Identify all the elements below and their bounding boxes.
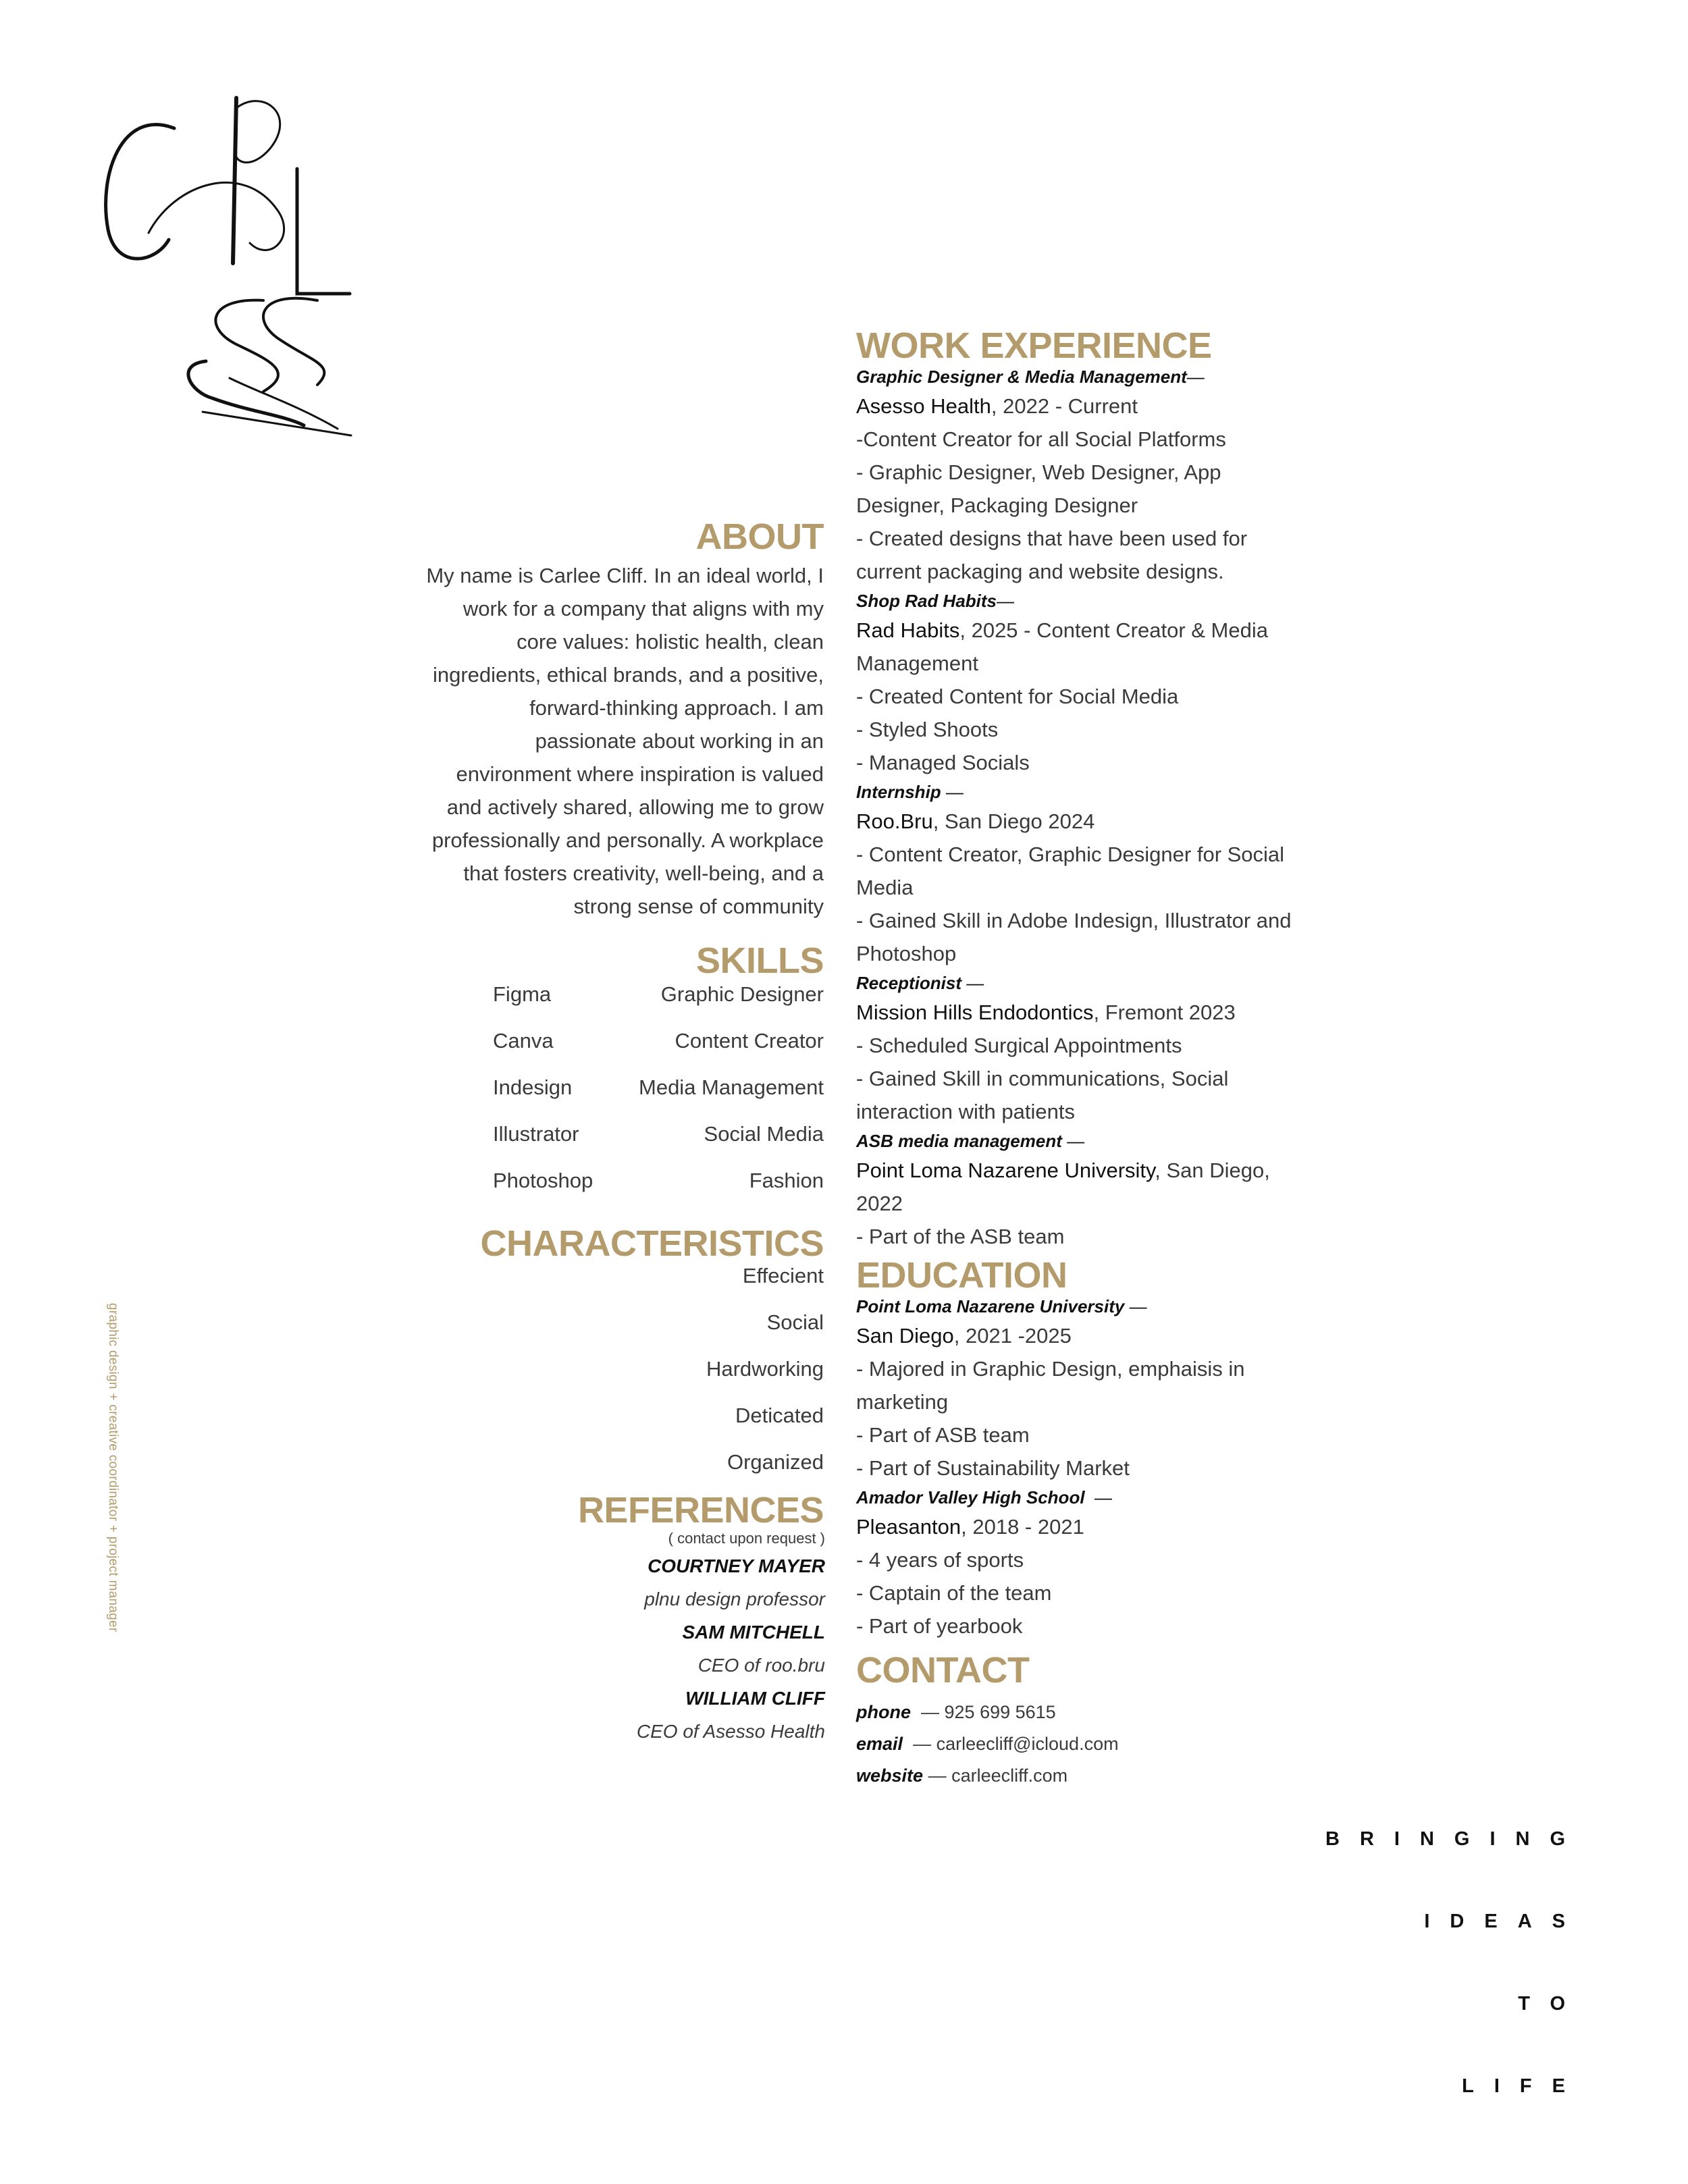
about-text: My name is Carlee Cliff. In an ideal world, I work for a company that aligns with my core values: holistic health, clean ingredients, ethical brands, and a positive, forward-thinking approach. I am passionate about working in an environment where inspiration is valued and actively shared, allowing me to grow professionally and personally. A workplace that fosters creativity, well-being, and a strong sense of community bbox=[426, 564, 824, 918]
monogram-logo bbox=[95, 95, 378, 446]
school-detail: - Part of Sustainability Market bbox=[856, 1456, 1130, 1480]
school-name: Amador Valley High School — bbox=[856, 1487, 1112, 1508]
about-heading: ABOUT bbox=[695, 516, 824, 557]
job-detail: - Created designs that have been used for current packaging and website designs. bbox=[856, 527, 1248, 583]
school-detail: - Captain of the team bbox=[856, 1581, 1052, 1605]
job-org-line: Point Loma Nazarene University, San Diego, 2022 bbox=[856, 1158, 1270, 1215]
tagline-word: BRINGING bbox=[1325, 1828, 1585, 1850]
job-org-line: Roo.Bru, San Diego 2024 bbox=[856, 809, 1095, 833]
reference-title: CEO of roo.bru bbox=[697, 1655, 825, 1676]
skill-role: Fashion bbox=[749, 1169, 824, 1192]
side-tagline: graphic design + creative coordinator + project manager bbox=[106, 1303, 120, 1632]
job-role: ASB media management — bbox=[856, 1131, 1085, 1151]
school-detail: - 4 years of sports bbox=[856, 1548, 1024, 1572]
job-role: Internship — bbox=[856, 782, 964, 802]
job-detail: - Gained Skill in communications, Social interaction with patients bbox=[856, 1067, 1229, 1123]
school-location-line: Pleasanton, 2018 - 2021 bbox=[856, 1515, 1084, 1539]
school-name: Point Loma Nazarene University — bbox=[856, 1296, 1147, 1316]
skill-tool: Photoshop bbox=[493, 1169, 594, 1192]
school-detail: - Part of yearbook bbox=[856, 1614, 1023, 1638]
job-detail: - Scheduled Surgical Appointments bbox=[856, 1034, 1182, 1057]
characteristic-item: Deticated bbox=[735, 1404, 824, 1427]
skill-tool: Figma bbox=[493, 982, 552, 1006]
work-experience-heading: WORK EXPERIENCE bbox=[856, 325, 1212, 366]
school-detail: - Majored in Graphic Design, emphaisis in marketing bbox=[856, 1357, 1245, 1414]
job-detail: - Managed Socials bbox=[856, 751, 1030, 774]
tagline-word: TO bbox=[1518, 1993, 1585, 2015]
job-detail: - Graphic Designer, Web Designer, App Designer, Packaging Designer bbox=[856, 460, 1221, 517]
characteristics-heading: CHARACTERISTICS bbox=[480, 1223, 824, 1264]
job-role: Graphic Designer & Media Management— bbox=[856, 367, 1205, 387]
reference-title: plnu design professor bbox=[644, 1589, 825, 1609]
contact-phone[interactable]: phone — 925 699 5615 bbox=[856, 1702, 1056, 1722]
skills-heading: SKILLS bbox=[695, 940, 824, 981]
job-org-line: Mission Hills Endodontics, Fremont 2023 bbox=[856, 1001, 1236, 1024]
tagline-word: IDEAS bbox=[1424, 1911, 1585, 1932]
reference-name: COURTNEY MAYER bbox=[648, 1555, 825, 1576]
job-detail: -Content Creator for all Social Platforms bbox=[856, 427, 1226, 451]
skill-role: Graphic Designer bbox=[660, 982, 824, 1006]
tagline-word: LIFE bbox=[1462, 2075, 1585, 2097]
education-heading: EDUCATION bbox=[856, 1255, 1067, 1296]
school-detail: - Part of ASB team bbox=[856, 1423, 1030, 1447]
references-heading: REFERENCES bbox=[577, 1490, 824, 1530]
skill-tool: Canva bbox=[493, 1029, 554, 1053]
reference-title: CEO of Asesso Health bbox=[636, 1721, 825, 1742]
characteristic-item: Hardworking bbox=[706, 1357, 824, 1381]
job-role: Receptionist — bbox=[856, 973, 984, 993]
skill-role: Content Creator bbox=[675, 1029, 824, 1053]
school-location-line: San Diego, 2021 -2025 bbox=[856, 1324, 1072, 1348]
job-role: Shop Rad Habits— bbox=[856, 591, 1015, 611]
contact-heading: CONTACT bbox=[856, 1650, 1030, 1690]
reference-name: SAM MITCHELL bbox=[682, 1622, 825, 1643]
skill-role: Social Media bbox=[704, 1122, 824, 1146]
contact-email[interactable]: email — carleecliff@icloud.com bbox=[856, 1734, 1119, 1754]
right-column bbox=[856, 327, 1302, 1792]
job-org-line: Asesso Health, 2022 - Current bbox=[856, 394, 1138, 418]
job-detail: - Content Creator, Graphic Designer for Social Media bbox=[856, 843, 1285, 899]
job-detail: - Styled Shoots bbox=[856, 718, 999, 741]
job-detail: - Created Content for Social Media bbox=[856, 685, 1179, 708]
skill-tool: Indesign bbox=[493, 1075, 573, 1099]
references-note: ( contact upon request ) bbox=[668, 1530, 825, 1547]
job-detail: - Part of the ASB team bbox=[856, 1225, 1065, 1248]
job-detail: - Gained Skill in Adobe Indesign, Illustrator and Photoshop bbox=[856, 909, 1292, 965]
job-org-line: Rad Habits, 2025 - Content Creator & Media Management bbox=[856, 618, 1268, 675]
contact-website[interactable]: website — carleecliff.com bbox=[856, 1765, 1068, 1786]
skill-tool: Illustrator bbox=[493, 1122, 579, 1146]
reference-name: WILLIAM CLIFF bbox=[685, 1688, 825, 1709]
characteristic-item: Effecient bbox=[742, 1264, 824, 1287]
characteristic-item: Organized bbox=[727, 1450, 824, 1474]
skill-role: Media Management bbox=[639, 1075, 824, 1099]
characteristic-item: Social bbox=[766, 1310, 824, 1334]
